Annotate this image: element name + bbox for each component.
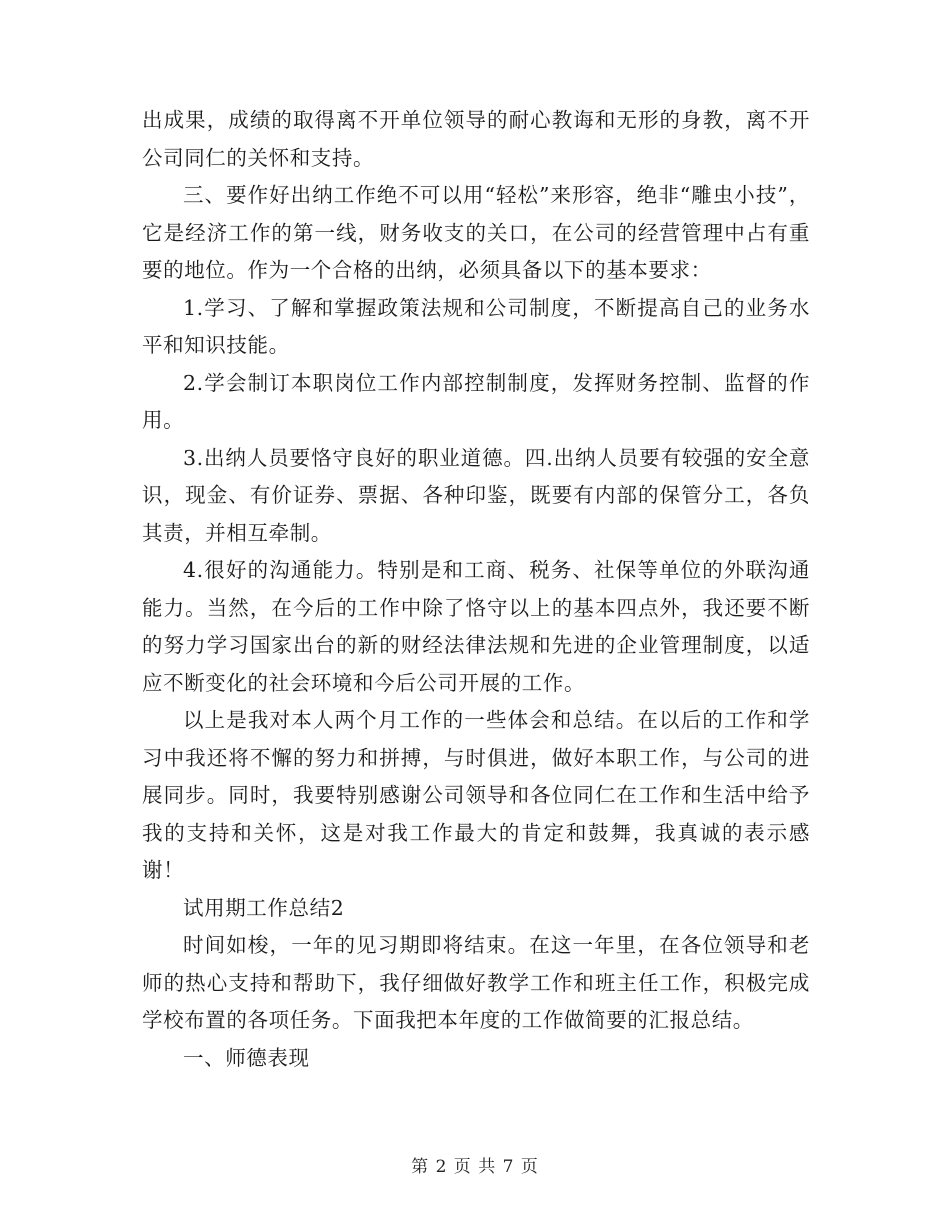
paragraph-4: 2.学会制订本职岗位工作内部控制制度，发挥财务控制、监督的作用。 [142,370,810,432]
paragraph-6: 4.很好的沟通能力。特别是和工商、税务、社保等单位的外联沟通能力。当然，在今后的工作中除了恪守以上的基本四点外，我还要不断的努力学习国家出台的新的财经法律法规和先进的企业管理制度，以适应不断变化的社会环境和今后公司开展的工作。 [142,558,810,695]
paragraph-3: 1.学习、了解和掌握政策法规和公司制度，不断提高自己的业务水平和知识技能。 [142,295,810,357]
paragraph-7: 以上是我对本人两个月工作的一些体会和总结。在以后的工作和学习中我还将不懈的努力和拼搏，与时俱进，做好本职工作，与公司的进展同步。同时，我要特别感谢公司领导和各位同仁在工作和生活中给予我的支持和关怀，这是对我工作最大的肯定和鼓舞，我真诚的表示感谢！ [142,708,810,882]
paragraph-8: 时间如梭，一年的见习期即将结束。在这一年里，在各位领导和老师的热心支持和帮助下，我仔细做好教学工作和班主任工作，积极完成学校布置的各项任务。下面我把本年度的工作做简要的汇报总结。 [142,933,810,1032]
section-heading: 试用期工作总结2 [183,895,345,920]
paragraph-2: 三、要作好出纳工作绝不可以用“轻松”来形容，绝非“雕虫小技”，它是经济工作的第一线，财务收支的关口，在公司的经营管理中占有重要的地位。作为一个合格的出纳，必须具备以下的基本要求： [142,183,810,282]
page-footer: 第 2 页 共 7 页 [411,1157,539,1177]
paragraph-5: 3.出纳人员要恪守良好的职业道德。四.出纳人员要有较强的安全意识，现金、有价证券、票据、各种印鉴，既要有内部的保管分工，各负其责，并相互牵制。 [142,445,810,545]
paragraph-1: 出成果，成绩的取得离不开单位领导的耐心教诲和无形的身教，离不开公司同仁的关怀和支持。 [142,108,810,170]
document-body [142,102,810,1077]
subsection-heading: 一、师德表现 [183,1045,310,1070]
